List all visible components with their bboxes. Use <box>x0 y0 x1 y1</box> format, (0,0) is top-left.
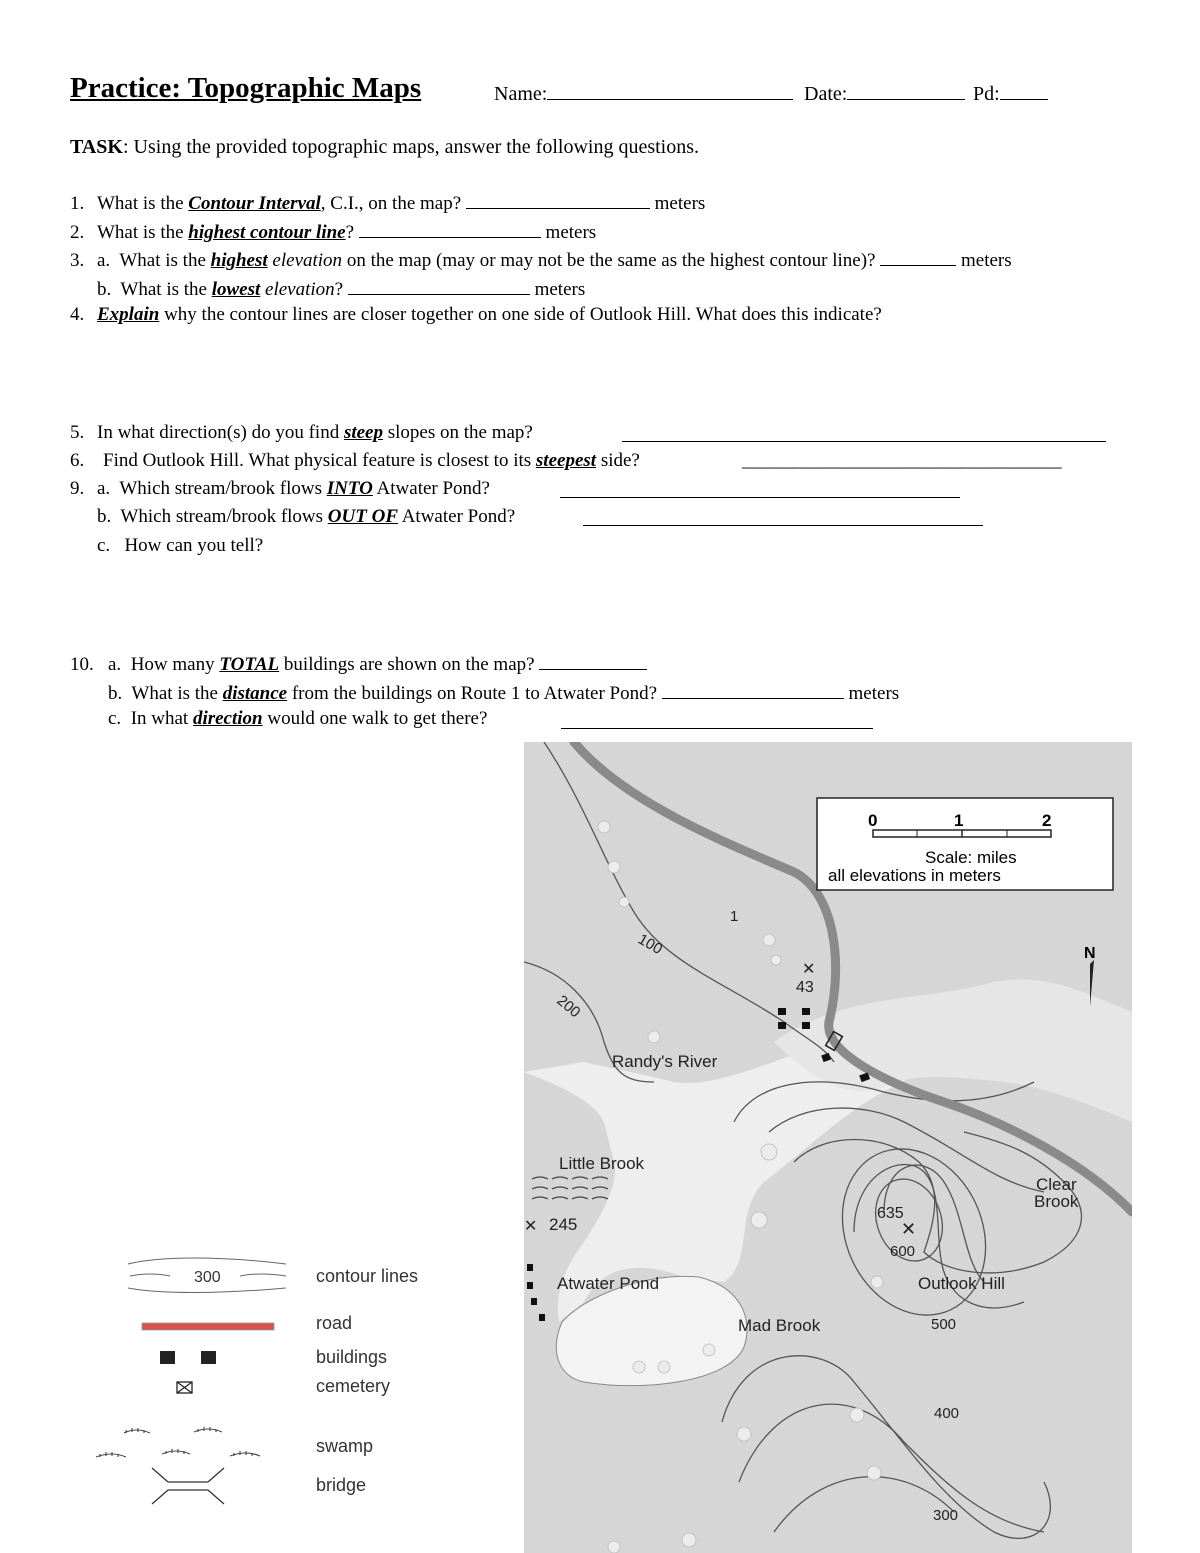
answer-blank-9b[interactable] <box>583 525 983 526</box>
label-little-brook: Little Brook <box>559 1154 645 1173</box>
answer-blank-10b[interactable] <box>662 680 844 699</box>
map-svg <box>524 742 1132 1553</box>
question-9c: c. How can you tell? <box>97 535 264 556</box>
answer-blank-2[interactable] <box>359 219 541 238</box>
route-1-label: 1 <box>730 908 739 925</box>
legend-bridge: bridge <box>316 1475 367 1495</box>
scale-tick-2: 2 <box>1042 811 1052 830</box>
question-2: 2. What is the highest contour line? meters <box>70 219 596 244</box>
contour-200-label: 200 <box>553 992 584 1022</box>
answer-blank-9a[interactable] <box>560 497 960 498</box>
date-field[interactable] <box>804 81 965 106</box>
contour-400-label: 400 <box>934 1405 960 1422</box>
task-line <box>70 136 699 159</box>
answer-blank-6[interactable]: ______________________________________ <box>742 450 1062 470</box>
legend-road: road <box>316 1313 353 1333</box>
building <box>527 1282 533 1289</box>
legend-contour-lines: contour lines <box>316 1266 419 1286</box>
label-mad-brook: Mad Brook <box>738 1316 821 1335</box>
pd-label: Pd: <box>973 83 1000 105</box>
answer-blank-1[interactable] <box>466 190 650 209</box>
scale-label: Scale: miles <box>925 848 1017 867</box>
building <box>802 1022 810 1029</box>
spot-elevation-245: 245 <box>549 1215 578 1234</box>
scale-tick-0: 0 <box>868 811 878 830</box>
north-label: N <box>1084 945 1096 962</box>
label-clear: Clear <box>1036 1175 1077 1194</box>
topographic-map <box>524 742 1132 1553</box>
label-brook: Brook <box>1034 1192 1079 1211</box>
x-marker-icon: ✕ <box>802 961 816 978</box>
question-5: 5. In what direction(s) do you find steep slopes on the map? <box>70 422 533 443</box>
answer-blank-3a[interactable] <box>880 247 956 266</box>
legend-cemetery: cemetery <box>316 1376 391 1396</box>
answer-blank-10c[interactable] <box>561 728 873 729</box>
legend-bridge-icon <box>152 1468 224 1504</box>
scale-tick-1: 1 <box>954 811 964 830</box>
building <box>531 1298 537 1305</box>
question-9b: b. Which stream/brook flows OUT OF Atwater Pond? <box>97 506 516 527</box>
question-10b: b. What is the distance from the buildings on Route 1 to Atwater Pond? meters <box>108 680 899 705</box>
legend-symbols <box>90 1250 290 1510</box>
question-6: 6. Find Outlook Hill. What physical feature is closest to its steepest side? <box>70 450 640 471</box>
name-blank[interactable] <box>547 81 793 100</box>
name-field[interactable] <box>494 81 793 106</box>
scale-note: all elevations in meters <box>828 866 1001 885</box>
building <box>539 1314 545 1321</box>
legend-cemetery-icon <box>177 1382 192 1393</box>
date-label: Date: <box>804 83 848 105</box>
label-atwater-pond: Atwater Pond <box>557 1274 660 1293</box>
pd-field[interactable] <box>973 81 1048 106</box>
label-outlook-hill: Outlook Hill <box>918 1274 1005 1293</box>
contour-300-label: 300 <box>933 1507 959 1524</box>
pd-blank[interactable] <box>1000 81 1048 100</box>
map-legend <box>90 1250 450 1510</box>
contour-100-label: 100 <box>635 930 666 958</box>
task-text: : Using the provided topographic maps, answer the following questions. <box>122 136 699 158</box>
legend-swamp-icon <box>96 1427 260 1457</box>
question-1: 1. What is the Contour Interval, C.I., on the map? meters <box>70 190 705 215</box>
legend-building-icon <box>160 1351 175 1364</box>
date-blank[interactable] <box>847 81 965 100</box>
x-marker-icon: ✕ <box>524 1218 538 1235</box>
label-randys-river: Randy's River <box>612 1052 718 1071</box>
legend-buildings: buildings <box>316 1347 388 1367</box>
question-10c: c. In what direction would one walk to get there? <box>108 708 488 729</box>
page-title: Practice: Topographic Maps <box>70 72 422 104</box>
answer-blank-3b[interactable] <box>348 276 530 295</box>
building <box>778 1022 786 1029</box>
legend-contour-value: 300 <box>194 1269 221 1286</box>
legend-building-icon <box>201 1351 216 1364</box>
answer-blank-10a[interactable] <box>539 651 647 670</box>
spot-elevation-43: 43 <box>796 979 814 996</box>
swamp-symbol <box>532 1177 608 1199</box>
question-10a: 10. a. How many TOTAL buildings are shown on the map? <box>70 651 647 676</box>
task-label: TASK <box>70 136 123 158</box>
legend-swamp: swamp <box>316 1436 374 1456</box>
contour-500-label: 500 <box>931 1316 957 1333</box>
name-label: Name: <box>494 83 548 105</box>
question-3a: 3. a. What is the highest elevation on the map (may or may not be the same as the highest contour line)? meters <box>70 247 1012 272</box>
contour-600-label: 600 <box>890 1243 916 1260</box>
building <box>802 1008 810 1015</box>
x-marker-icon: ✕ <box>901 1219 917 1239</box>
answer-blank-5[interactable] <box>622 441 1106 442</box>
spot-elevation-635: 635 <box>877 1205 904 1222</box>
question-4: 4. Explain why the contour lines are closer together on one side of Outlook Hill. What does this indicate? <box>70 304 882 325</box>
legend-road-icon <box>142 1323 274 1330</box>
building <box>778 1008 786 1015</box>
question-9a: 9. a. Which stream/brook flows INTO Atwater Pond? <box>70 478 490 499</box>
question-3b: b. What is the lowest elevation? meters <box>97 276 585 301</box>
building <box>527 1264 533 1271</box>
